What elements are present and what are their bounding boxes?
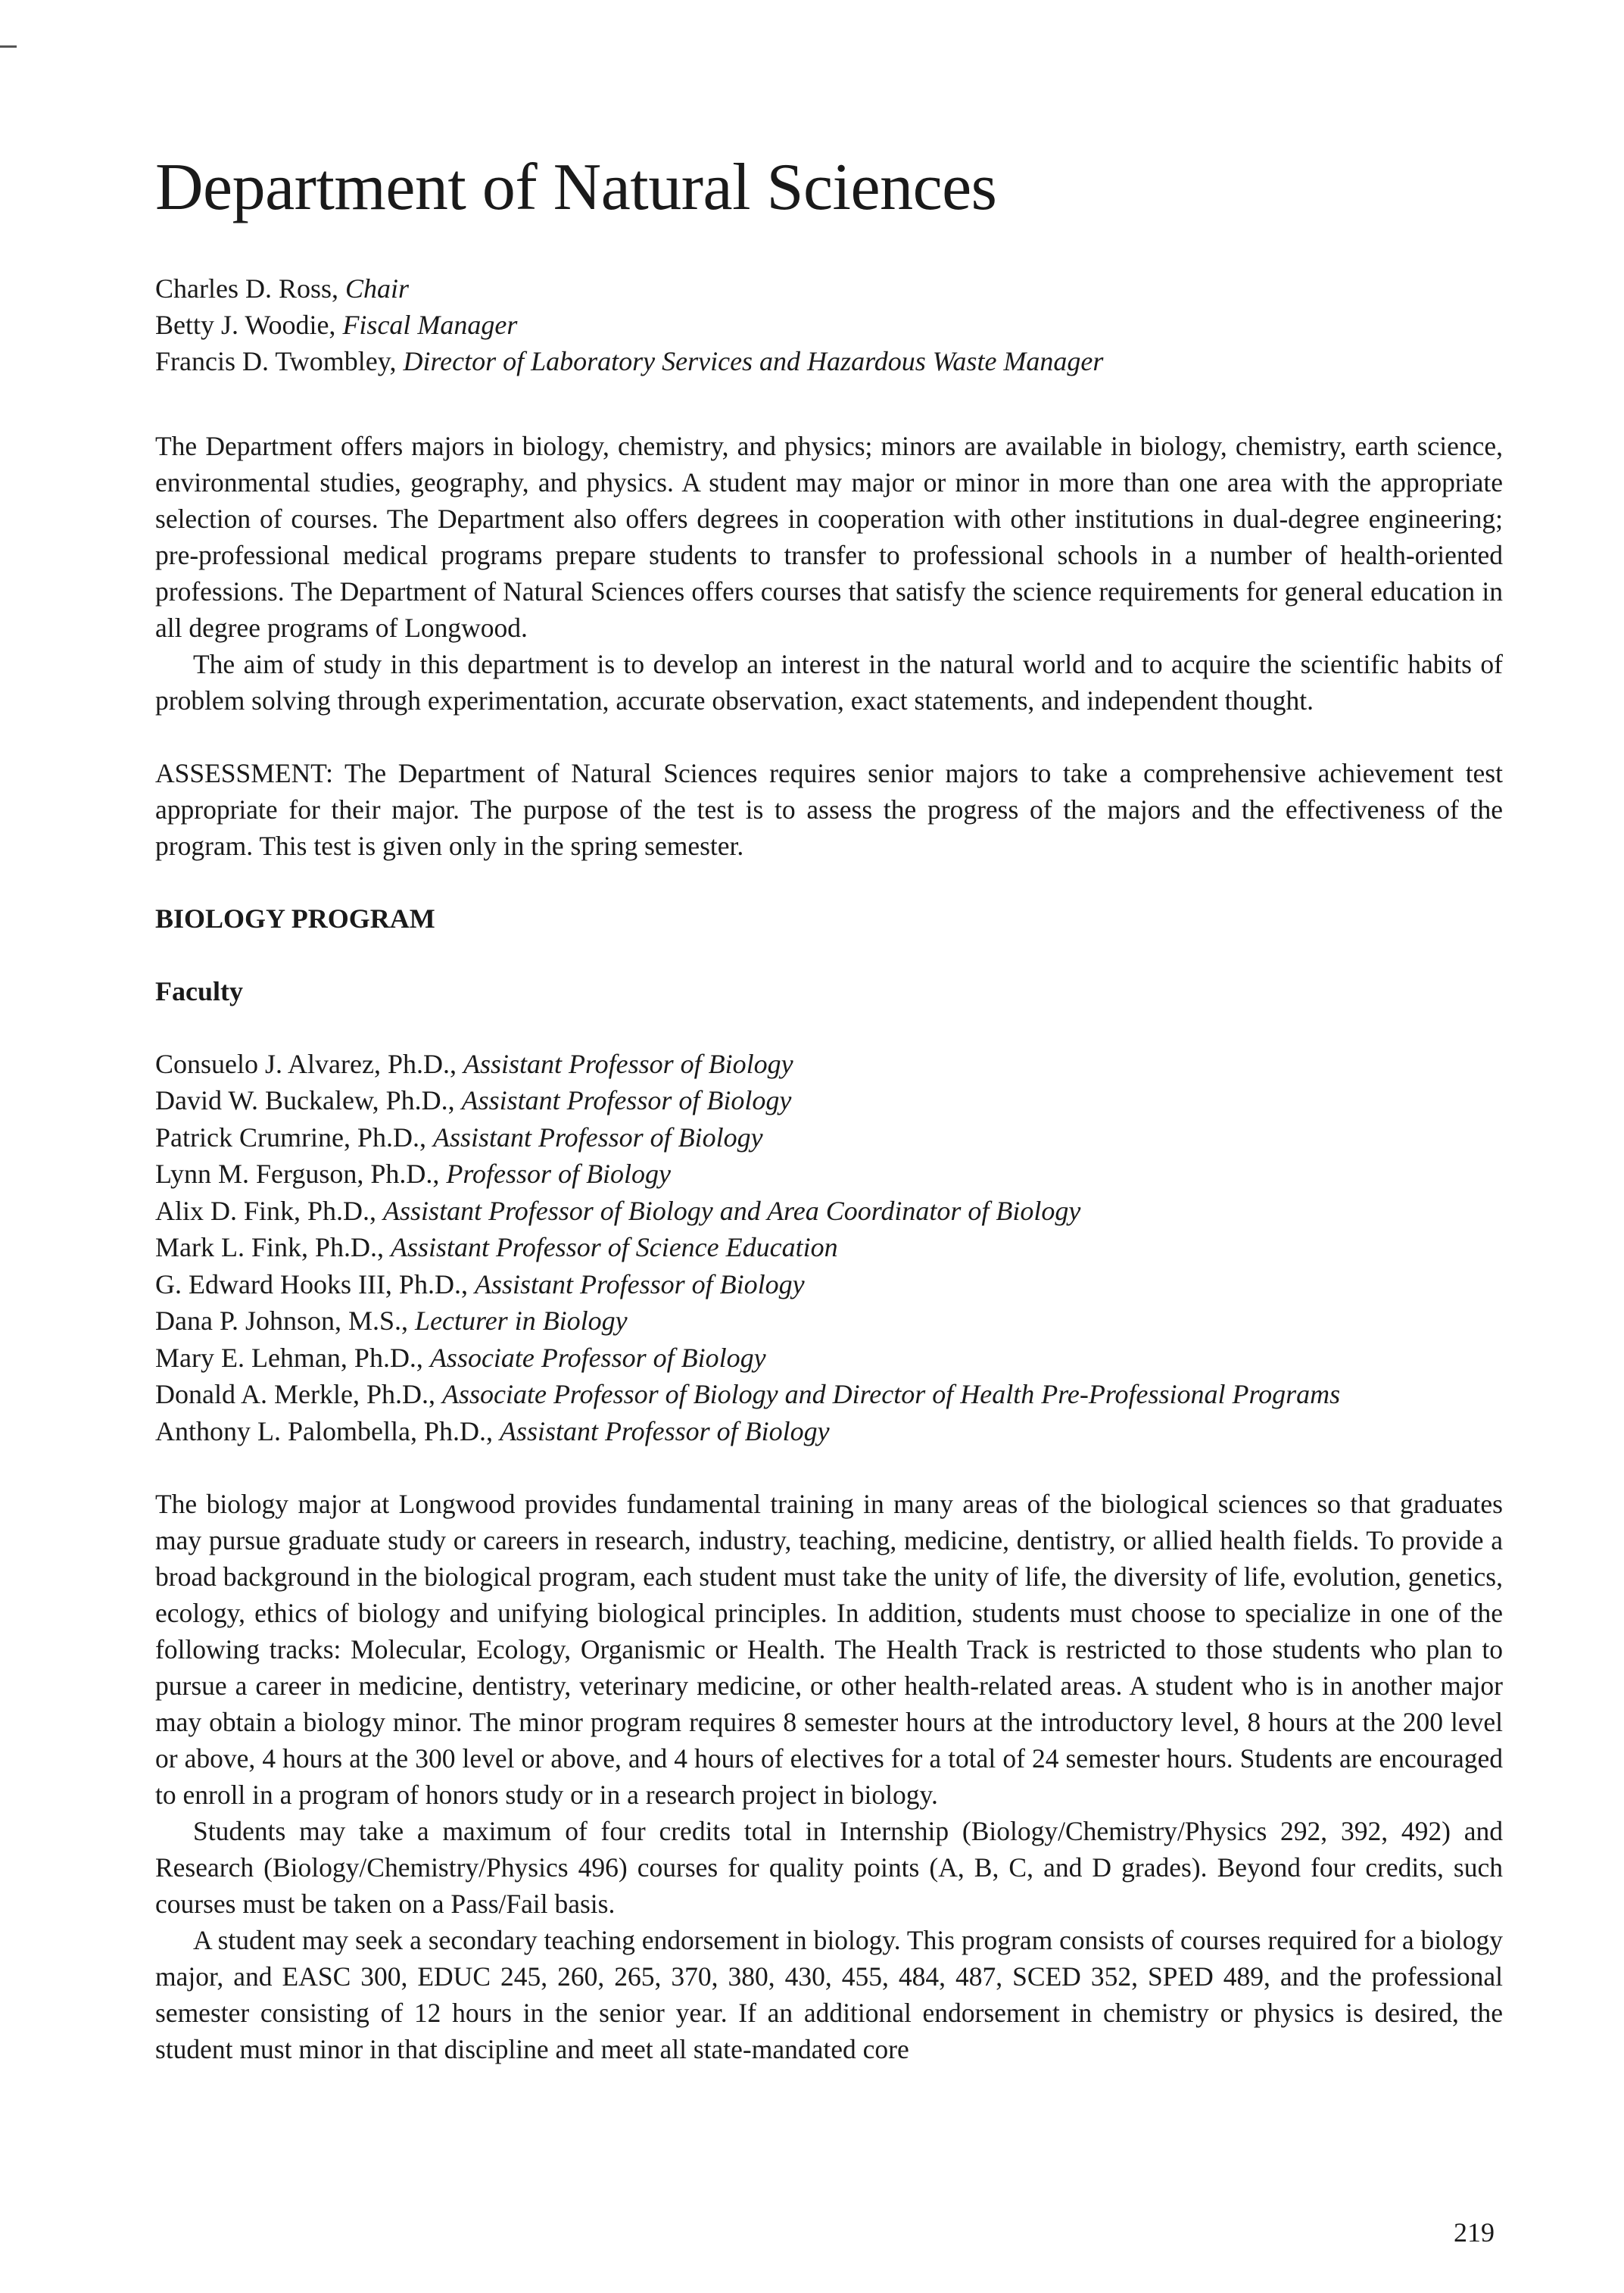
- faculty-name: Patrick Crumrine, Ph.D.,: [155, 1122, 433, 1153]
- faculty-member: [155, 1266, 1503, 1303]
- scan-edge-mark: [0, 45, 17, 48]
- faculty-role: Assistant Professor of Science Education: [391, 1232, 838, 1263]
- faculty-name: Donald A. Merkle, Ph.D.,: [155, 1379, 442, 1410]
- staff-role: Chair: [345, 273, 410, 304]
- faculty-role: Lecturer in Biology: [415, 1306, 628, 1337]
- faculty-member: [155, 1119, 1503, 1156]
- faculty-role: Associate Professor of Biology and Director of Health Pre-Professional Programs: [441, 1379, 1341, 1410]
- faculty-member: [155, 1340, 1503, 1377]
- faculty-role: Professor of Biology: [446, 1159, 672, 1190]
- faculty-member: [155, 1082, 1503, 1119]
- faculty-name: Dana P. Johnson, M.S.,: [155, 1306, 416, 1337]
- faculty-role: Assistant Professor of Biology: [474, 1268, 805, 1299]
- faculty-heading: Faculty: [155, 975, 243, 1006]
- faculty-role: Assistant Professor of Biology: [432, 1122, 763, 1153]
- staff-name: Betty J. Woodie,: [155, 309, 343, 340]
- staff-name: Francis D. Twombley,: [155, 345, 404, 376]
- faculty-name: Consuelo J. Alvarez, Ph.D.,: [155, 1048, 463, 1079]
- staff-role: Director of Laboratory Services and Hazardous Waste Manager: [403, 345, 1104, 376]
- teaching-endorsement-paragraph: A student may seek a secondary teaching endorsement in biology. This program consists of courses required for a biology major, and EASC 300, EDUC 245, 260, 265, 370, 380, 430, 455, 484, 487, SCED 352, SPED 489, and the professional semester consisting of 12 hours in the senior year. If an additional endorsement in chemistry or physics is desired, the student must minor in that discipline and meet all state-mandated core: [155, 1925, 1503, 2065]
- faculty-member: [155, 1302, 1503, 1340]
- faculty-member: [155, 1376, 1503, 1413]
- biology-program-heading: BIOLOGY PROGRAM: [155, 903, 435, 934]
- internship-paragraph: Students may take a maximum of four credits total in Internship (Biology/Chemistry/Physics 292, 392, 492) and Research (Biology/Chemistry/Physics 496) courses for quality points (A, B, C, and D grades). Beyond four credits, such courses must be taken on a Pass/Fail basis.: [155, 1816, 1503, 1920]
- staff-line: [155, 270, 1503, 307]
- faculty-name: G. Edward Hooks III, Ph.D.,: [155, 1268, 475, 1299]
- staff-name: Charles D. Ross,: [155, 273, 345, 304]
- staff-line: [155, 307, 1503, 343]
- intro-paragraph: The Department offers majors in biology, chemistry, and physics; minors are available in biology, chemistry, earth science, environmental studies, geography, and physics. A student may major or minor in more than one area with the appropriate selection of courses. The Department also offers degrees in cooperation with other institutions in dual-degree engineering; pre-professional medical programs prepare students to transfer to professional schools in a number of health-oriented professions. The Department of Natural Sciences offers courses that satisfy the science requirements for general education in all degree programs of Longwood.: [155, 430, 1503, 643]
- aim-paragraph: The aim of study in this department is to develop an interest in the natural world and to acquire the scientific habits of problem solving through experimentation, accurate observation, exact statements, and independent thought.: [155, 648, 1503, 716]
- faculty-name: Alix D. Fink, Ph.D.,: [155, 1195, 384, 1226]
- page-content: [155, 151, 1503, 2067]
- faculty-name: Mark L. Fink, Ph.D.,: [155, 1232, 391, 1263]
- assessment-paragraph: ASSESSMENT: The Department of Natural Sciences requires senior majors to take a comprehensive achievement test appropriate for their major. The purpose of the test is to assess the progress of the majors and the effectiveness of the program. This test is given only in the spring semester.: [155, 757, 1503, 861]
- faculty-member: [155, 1413, 1503, 1450]
- faculty-role: Associate Professor of Biology: [429, 1342, 766, 1373]
- faculty-member: [155, 1046, 1503, 1083]
- faculty-list: [155, 1046, 1503, 1450]
- page-number: 219: [1454, 2217, 1495, 2248]
- staff-list: [155, 270, 1503, 379]
- faculty-name: Anthony L. Palombella, Ph.D.,: [155, 1415, 500, 1446]
- page-title: Department of Natural Sciences: [155, 151, 997, 224]
- faculty-role: Assistant Professor of Biology and Area Coordinator of Biology: [383, 1195, 1081, 1226]
- faculty-role: Assistant Professor of Biology: [461, 1085, 792, 1116]
- faculty-name: David W. Buckalew, Ph.D.,: [155, 1085, 462, 1116]
- faculty-name: Mary E. Lehman, Ph.D.,: [155, 1342, 430, 1373]
- staff-line: [155, 343, 1503, 379]
- faculty-member: [155, 1156, 1503, 1193]
- faculty-role: Assistant Professor of Biology: [499, 1415, 830, 1446]
- faculty-role: Assistant Professor of Biology: [463, 1048, 793, 1079]
- faculty-name: Lynn M. Ferguson, Ph.D.,: [155, 1159, 447, 1190]
- faculty-member: [155, 1193, 1503, 1230]
- faculty-member: [155, 1229, 1503, 1266]
- biology-major-paragraph: The biology major at Longwood provides fundamental training in many areas of the biological sciences so that graduates may pursue graduate study or careers in research, industry, teaching, medicine, dentistry, or allied health fields. To provide a broad background in the biological program, each student must take the unity of life, the diversity of life, evolution, genetics, ecology, ethics of biology and unifying biological principles. In addition, students must choose to specialize in one of the following tracks: Molecular, Ecology, Organismic or Health. The Health Track is restricted to those students who plan to pursue a career in medicine, dentistry, veterinary medicine, or other health-related areas. A student who is in another major may obtain a biology minor. The minor program requires 8 semester hours at the introductory level, 8 hours at the 200 level or above, 4 hours at the 300 level or above, and 4 hours of electives for a total of 24 semester hours. Students are encouraged to enroll in a program of honors study or in a research project in biology.: [155, 1489, 1503, 1811]
- staff-role: Fiscal Manager: [342, 309, 518, 340]
